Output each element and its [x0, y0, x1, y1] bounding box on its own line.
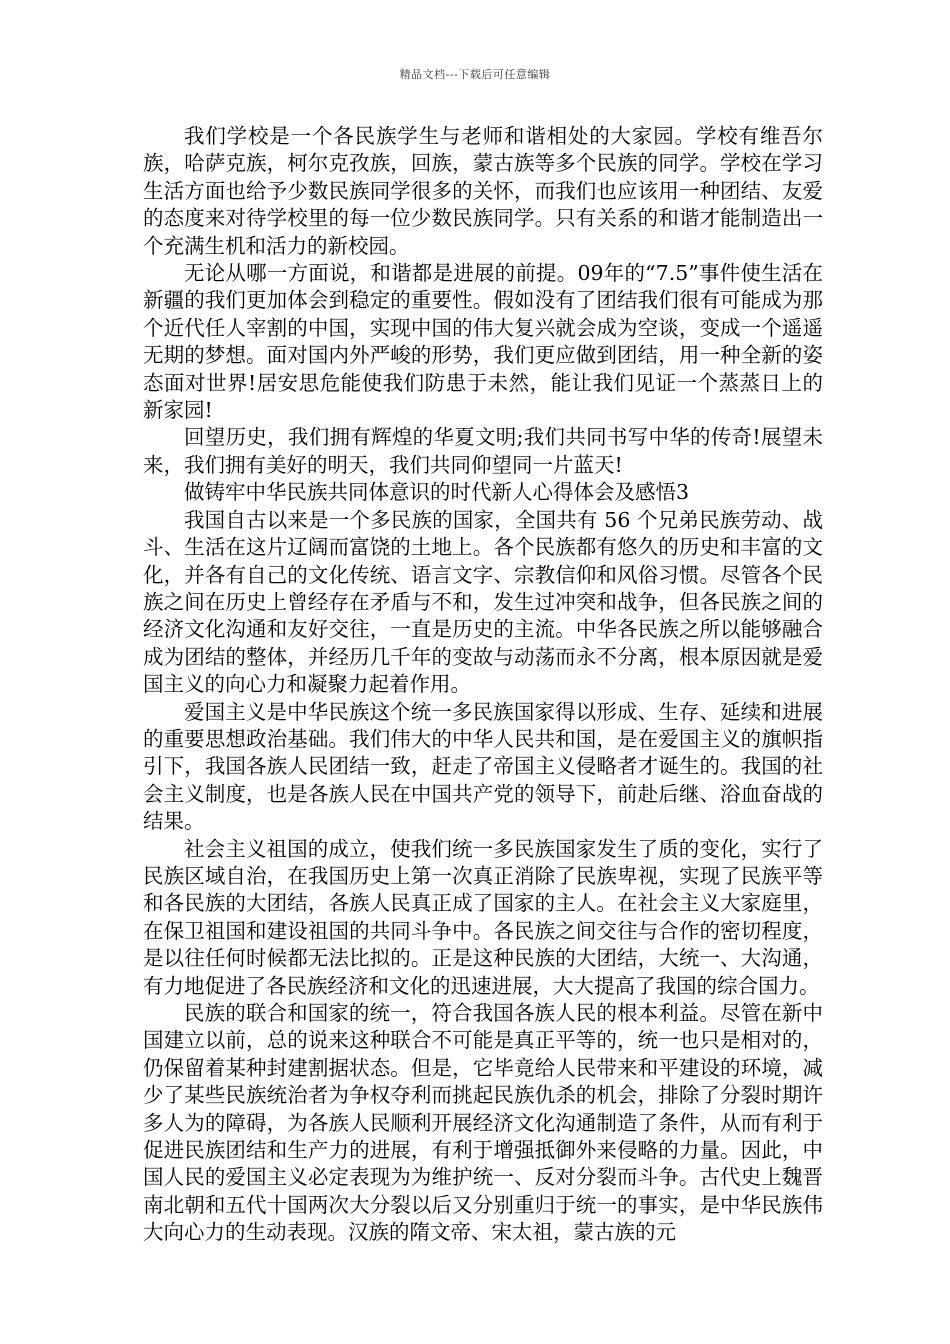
paragraph-socialist-motherland: 社会主义祖国的成立，使我们统一多民族国家发生了质的变化，实行了民族区域自治，在我国历史上第一次真正消除了民族卑视，实现了民族平等和各民族的大团结，各族人民真正成了国家的主人。在社会主义大家庭里，在保卫祖国和建设祖国的共同斗争中。各民族之间交往与合作的密切程度，是以往任何时候都无法比拟的。正是这种民族的大团结，大统一、大沟通，有力地促进了各民族经济和文化的迅速进展，大大提高了我国的综合国力。 [143, 836, 823, 998]
paragraph-multi-ethnic-nation: 我国自古以来是一个多民族的国家，全国共有 56 个兄弟民族劳动、战斗、生活在这片辽阔而富饶的土地上。各个民族都有悠久的历史和丰富的文化，并各有自己的文化传统、语言文字、宗教信仰和风俗习惯。尽管各个民族之间在历史上曾经存在矛盾与不和，发生过冲突和战争，但各民族之间的经济文化沟通和友好交往，一直是历史的主流。中华各民族之所以能够融合成为团结的整体，并经历几千年的变故与动荡而永不分离，根本原因就是爱国主义的向心力和凝聚力起着作用。 [143, 507, 823, 697]
page-header: 精品文档---下载后可任意编辑 [399, 68, 551, 81]
document-body [143, 123, 823, 1247]
section-title: 做铸牢中华民族共同体意识的时代新人心得体会及感悟3 [184, 480, 690, 505]
paragraph-harmony-premise: 无论从哪一方面说，和谐都是进展的前提。09年的“7.5”事件使生活在新疆的我们更加体会到稳定的重要性。假如没有了团结我们很有可能成为那个近代任人宰割的中国，实现中国的伟大复兴就会成为空谈，变成一个遥遥无期的梦想。面对国内外严峻的形势，我们更应做到团结，用一种全新的姿态面对世界!居安思危能使我们防患于未然，能让我们见证一个蒸蒸日上的新家园! [143, 261, 823, 423]
paragraph-national-unity: 民族的联合和国家的统一，符合我国各族人民的根本利益。尽管在新中国建立以前，总的说来这种联合不可能是真正平等的，统一也只是相对的，仍保留着某种封建割据状态。但是，它毕竟给人民带来和平建设的环境，减少了某些民族统治者为争权夺利而挑起民族仇杀的机会，排除了分裂时期许多人为的障碍，为各族人民顺利开展经济文化沟通制造了条件，从而有利于促进民族团结和生产力的进展，有利于增强抵御外来侵略的力量。因此，中国人民的爱国主义必定表现为为维护统一、反对分裂而斗争。古代史上魏晋南北朝和五代十国两次大分裂以后又分别重归于统一的事实，是中华民族伟大向心力的生动表现。汉族的隋文帝、宋太祖，蒙古族的元 [143, 1001, 823, 1245]
paragraph-school-harmony: 我们学校是一个各民族学生与老师和谐相处的大家园。学校有维吾尔族，哈萨克族，柯尔克孜族，回族，蒙古族等多个民族的同学。学校在学习生活方面也给予少数民族同学很多的关怀，而我们也应该用一种团结、友爱的态度来对待学校里的每一位少数民族同学。只有关系的和谐才能制造出一个充满生机和活力的新校园。 [143, 124, 823, 258]
paragraph-patriotism-foundation: 爱国主义是中华民族这个统一多民族国家得以形成、生存、延续和进展的重要思想政治基础。我们伟大的中华人民共和国，是在爱国主义的旗帜指引下，我国各族人民团结一致，赶走了帝国主义侵略者才诞生的。我国的社会主义制度，也是各族人民在中国共产党的领导下，前赴后继、浴血奋战的结果。 [143, 699, 823, 834]
paragraph-look-back-history: 回望历史，我们拥有辉煌的华夏文明;我们共同书写中华的传奇!展望未来，我们拥有美好的明天，我们共同仰望同一片蓝天! [143, 425, 823, 477]
